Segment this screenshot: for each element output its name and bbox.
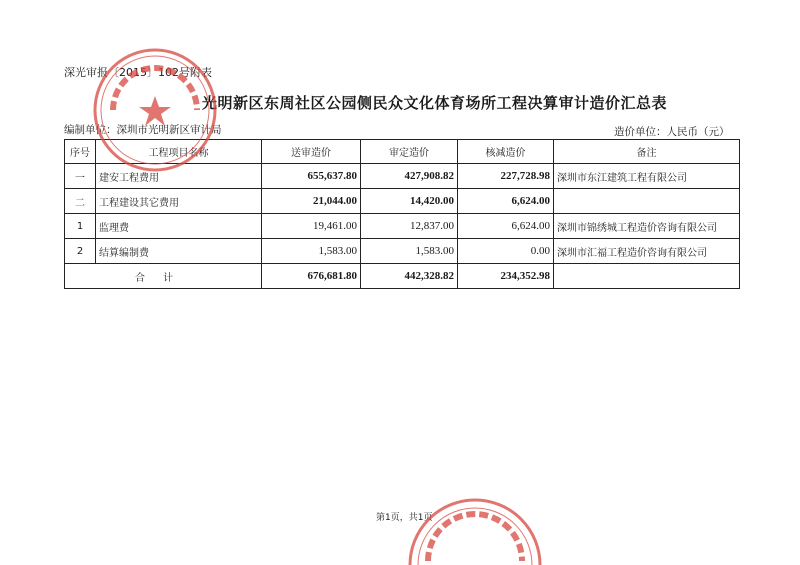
document-reference: 深光审报〔2015〕102号附表 — [64, 66, 212, 79]
row-name: 监理费 — [96, 214, 262, 239]
table-row — [65, 189, 740, 214]
row-reduction: 6,624.00 — [458, 189, 554, 214]
row-reduction: 6,624.00 — [458, 214, 554, 239]
row-approved: 1,583.00 — [361, 239, 458, 264]
compiling-unit: 编制单位：深圳市光明新区审计局 — [64, 124, 222, 136]
total-row — [65, 264, 740, 289]
official-seal — [85, 40, 225, 180]
row-name: 结算编制费 — [96, 239, 262, 264]
table-row — [65, 214, 740, 239]
official-seal-bottom — [400, 495, 550, 565]
column-header-approved: 审定造价 — [361, 140, 458, 164]
row-note — [554, 189, 740, 214]
total-label: 合计 — [65, 264, 262, 289]
row-reduction: 0.00 — [458, 239, 554, 264]
document-title: 光明新区东周社区公园侧民众文化体育场所工程决算审计造价汇总表 — [202, 94, 668, 112]
page-number: 第1页，共1页 — [376, 513, 433, 523]
currency-unit: 造价单位：人民币（元） — [614, 126, 730, 138]
column-header-note: 备注 — [554, 140, 740, 164]
row-name: 工程建设其它费用 — [96, 189, 262, 214]
total-approved: 442,328.82 — [361, 264, 458, 289]
row-seq: 二 — [65, 189, 96, 214]
row-approved: 427,908.82 — [361, 164, 458, 189]
row-seq: 1 — [65, 214, 96, 239]
total-submitted: 676,681.80 — [262, 264, 361, 289]
row-approved: 12,837.00 — [361, 214, 458, 239]
row-submitted: 19,461.00 — [262, 214, 361, 239]
row-submitted: 21,044.00 — [262, 189, 361, 214]
table-row — [65, 239, 740, 264]
total-reduction: 234,352.98 — [458, 264, 554, 289]
row-submitted: 655,637.80 — [262, 164, 361, 189]
column-header-seq: 序号 — [65, 140, 96, 164]
row-reduction: 227,728.98 — [458, 164, 554, 189]
row-approved: 14,420.00 — [361, 189, 458, 214]
column-header-submitted: 送审造价 — [262, 140, 361, 164]
row-note: 深圳市锦绣城工程造价咨询有限公司 — [554, 214, 740, 239]
row-seq: 一 — [65, 164, 96, 189]
row-submitted: 1,583.00 — [262, 239, 361, 264]
row-note: 深圳市东江建筑工程有限公司 — [554, 164, 740, 189]
row-seq: 2 — [65, 239, 96, 264]
column-header-reduction: 核减造价 — [458, 140, 554, 164]
row-note: 深圳市汇福工程造价咨询有限公司 — [554, 239, 740, 264]
column-header-name: 工程项目名称 — [96, 140, 262, 164]
row-name: 建安工程费用 — [96, 164, 262, 189]
total-note — [554, 264, 740, 289]
